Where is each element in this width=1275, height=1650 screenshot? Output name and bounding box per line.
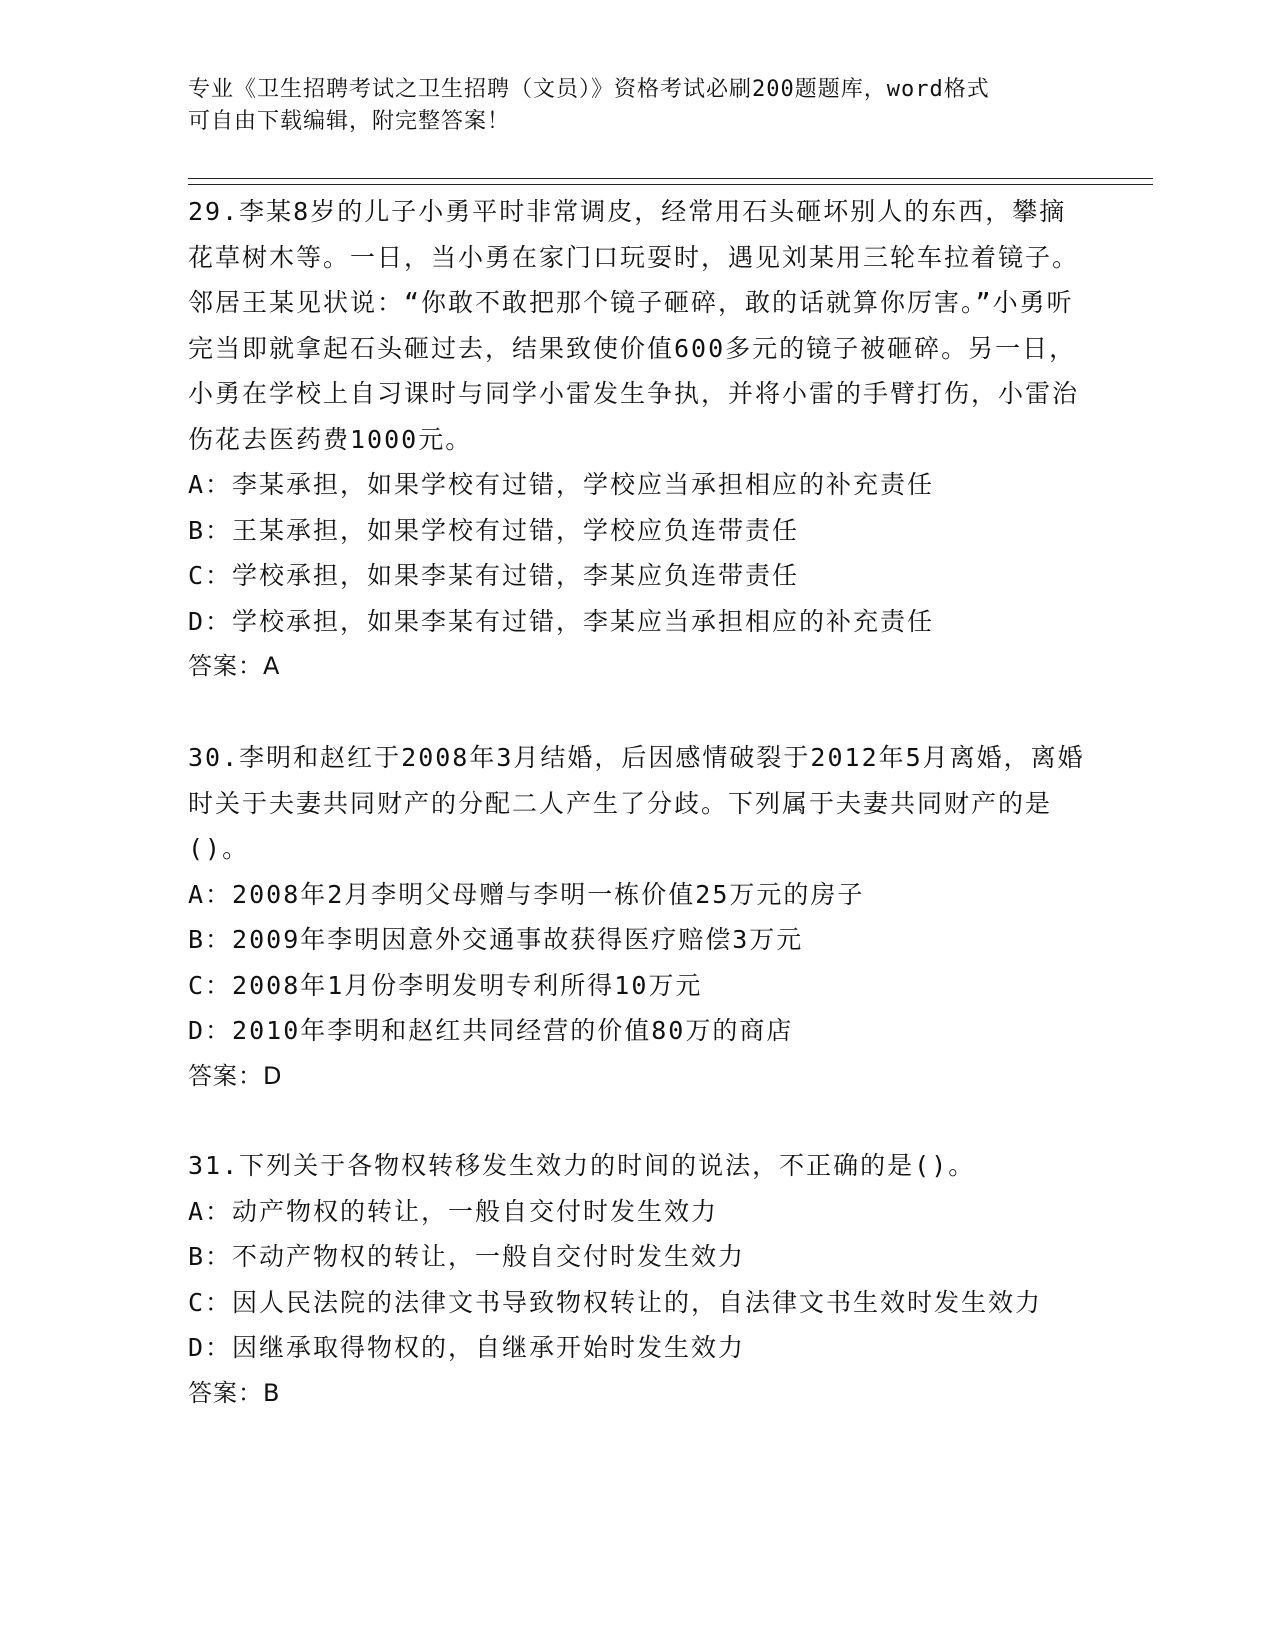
question-stem: 29.李某8岁的儿子小勇平时非常调皮，经常用石头砸坏别人的东西，攀摘花草树木等。一日，当小勇在家门口玩耍时，遇见刘某用三轮车拉着镜子。邻居王某见状说：“你敢不敢把那个镜子砸碎，敢的话就算你厉害。”小勇听完当即就拿起石头砸过去，结果致使价值600多元的镜子被砸碎。另一日，小勇在学校上自习课时与同学小雷发生争执，并将小雷的手臂打伤，小雷治伤花去医药费1000元。 [188, 197, 1080, 454]
option-b: B：2009年李明因意外交通事故获得医疗赔偿3万元 [188, 925, 804, 954]
answer: 答案：B [188, 1378, 281, 1407]
option-c: C：学校承担，如果李某有过错，李某应负连带责任 [188, 561, 800, 590]
option-d: D：因继承取得物权的，自继承开始时发生效力 [188, 1333, 746, 1362]
header-divider-bottom [188, 184, 1153, 185]
question-29 [188, 189, 1088, 690]
option-b: B：不动产物权的转让，一般自交付时发生效力 [188, 1242, 746, 1271]
option-c: C：因人民法院的法律文书导致物权转让的，自法律文书生效时发生效力 [188, 1287, 1043, 1317]
question-stem: 30.李明和赵红于2008年3月结婚，后因感情破裂于2012年5月离婚，离婚时关于夫妻共同财产的分配二人产生了分歧。下列属于夫妻共同财产的是()。 [188, 743, 1085, 863]
option-b: B：王某承担，如果学校有过错，学校应负连带责任 [188, 515, 800, 545]
option-a: A：2008年2月李明父母赠与李明一栋价值25万元的房子 [188, 879, 865, 909]
option-d: D：2010年李明和赵红共同经营的价值80万的商店 [188, 1016, 794, 1045]
header-divider-top [188, 178, 1153, 179]
question-stem: 31.下列关于各物权转移发生效力的时间的说法，不正确的是()。 [188, 1151, 976, 1180]
question-30 [188, 735, 1088, 1099]
document-header [188, 74, 1088, 138]
header-line-2: 可自由下载编辑，附完整答案！ [188, 109, 511, 134]
answer: 答案：D [188, 1061, 283, 1090]
header-line-1: 专业《卫生招聘考试之卫生招聘（文员）》资格考试必刷200题题库，word格式 [188, 77, 990, 102]
option-a: A：动产物权的转让，一般自交付时发生效力 [188, 1196, 719, 1226]
option-a: A：李某承担，如果学校有过错，学校应当承担相应的补充责任 [188, 470, 935, 499]
question-31 [188, 1143, 1088, 1416]
option-c: C：2008年1月份李明发明专利所得10万元 [188, 970, 703, 1000]
answer: 答案：A [188, 652, 281, 680]
option-d: D：学校承担，如果李某有过错，李某应当承担相应的补充责任 [188, 606, 935, 636]
